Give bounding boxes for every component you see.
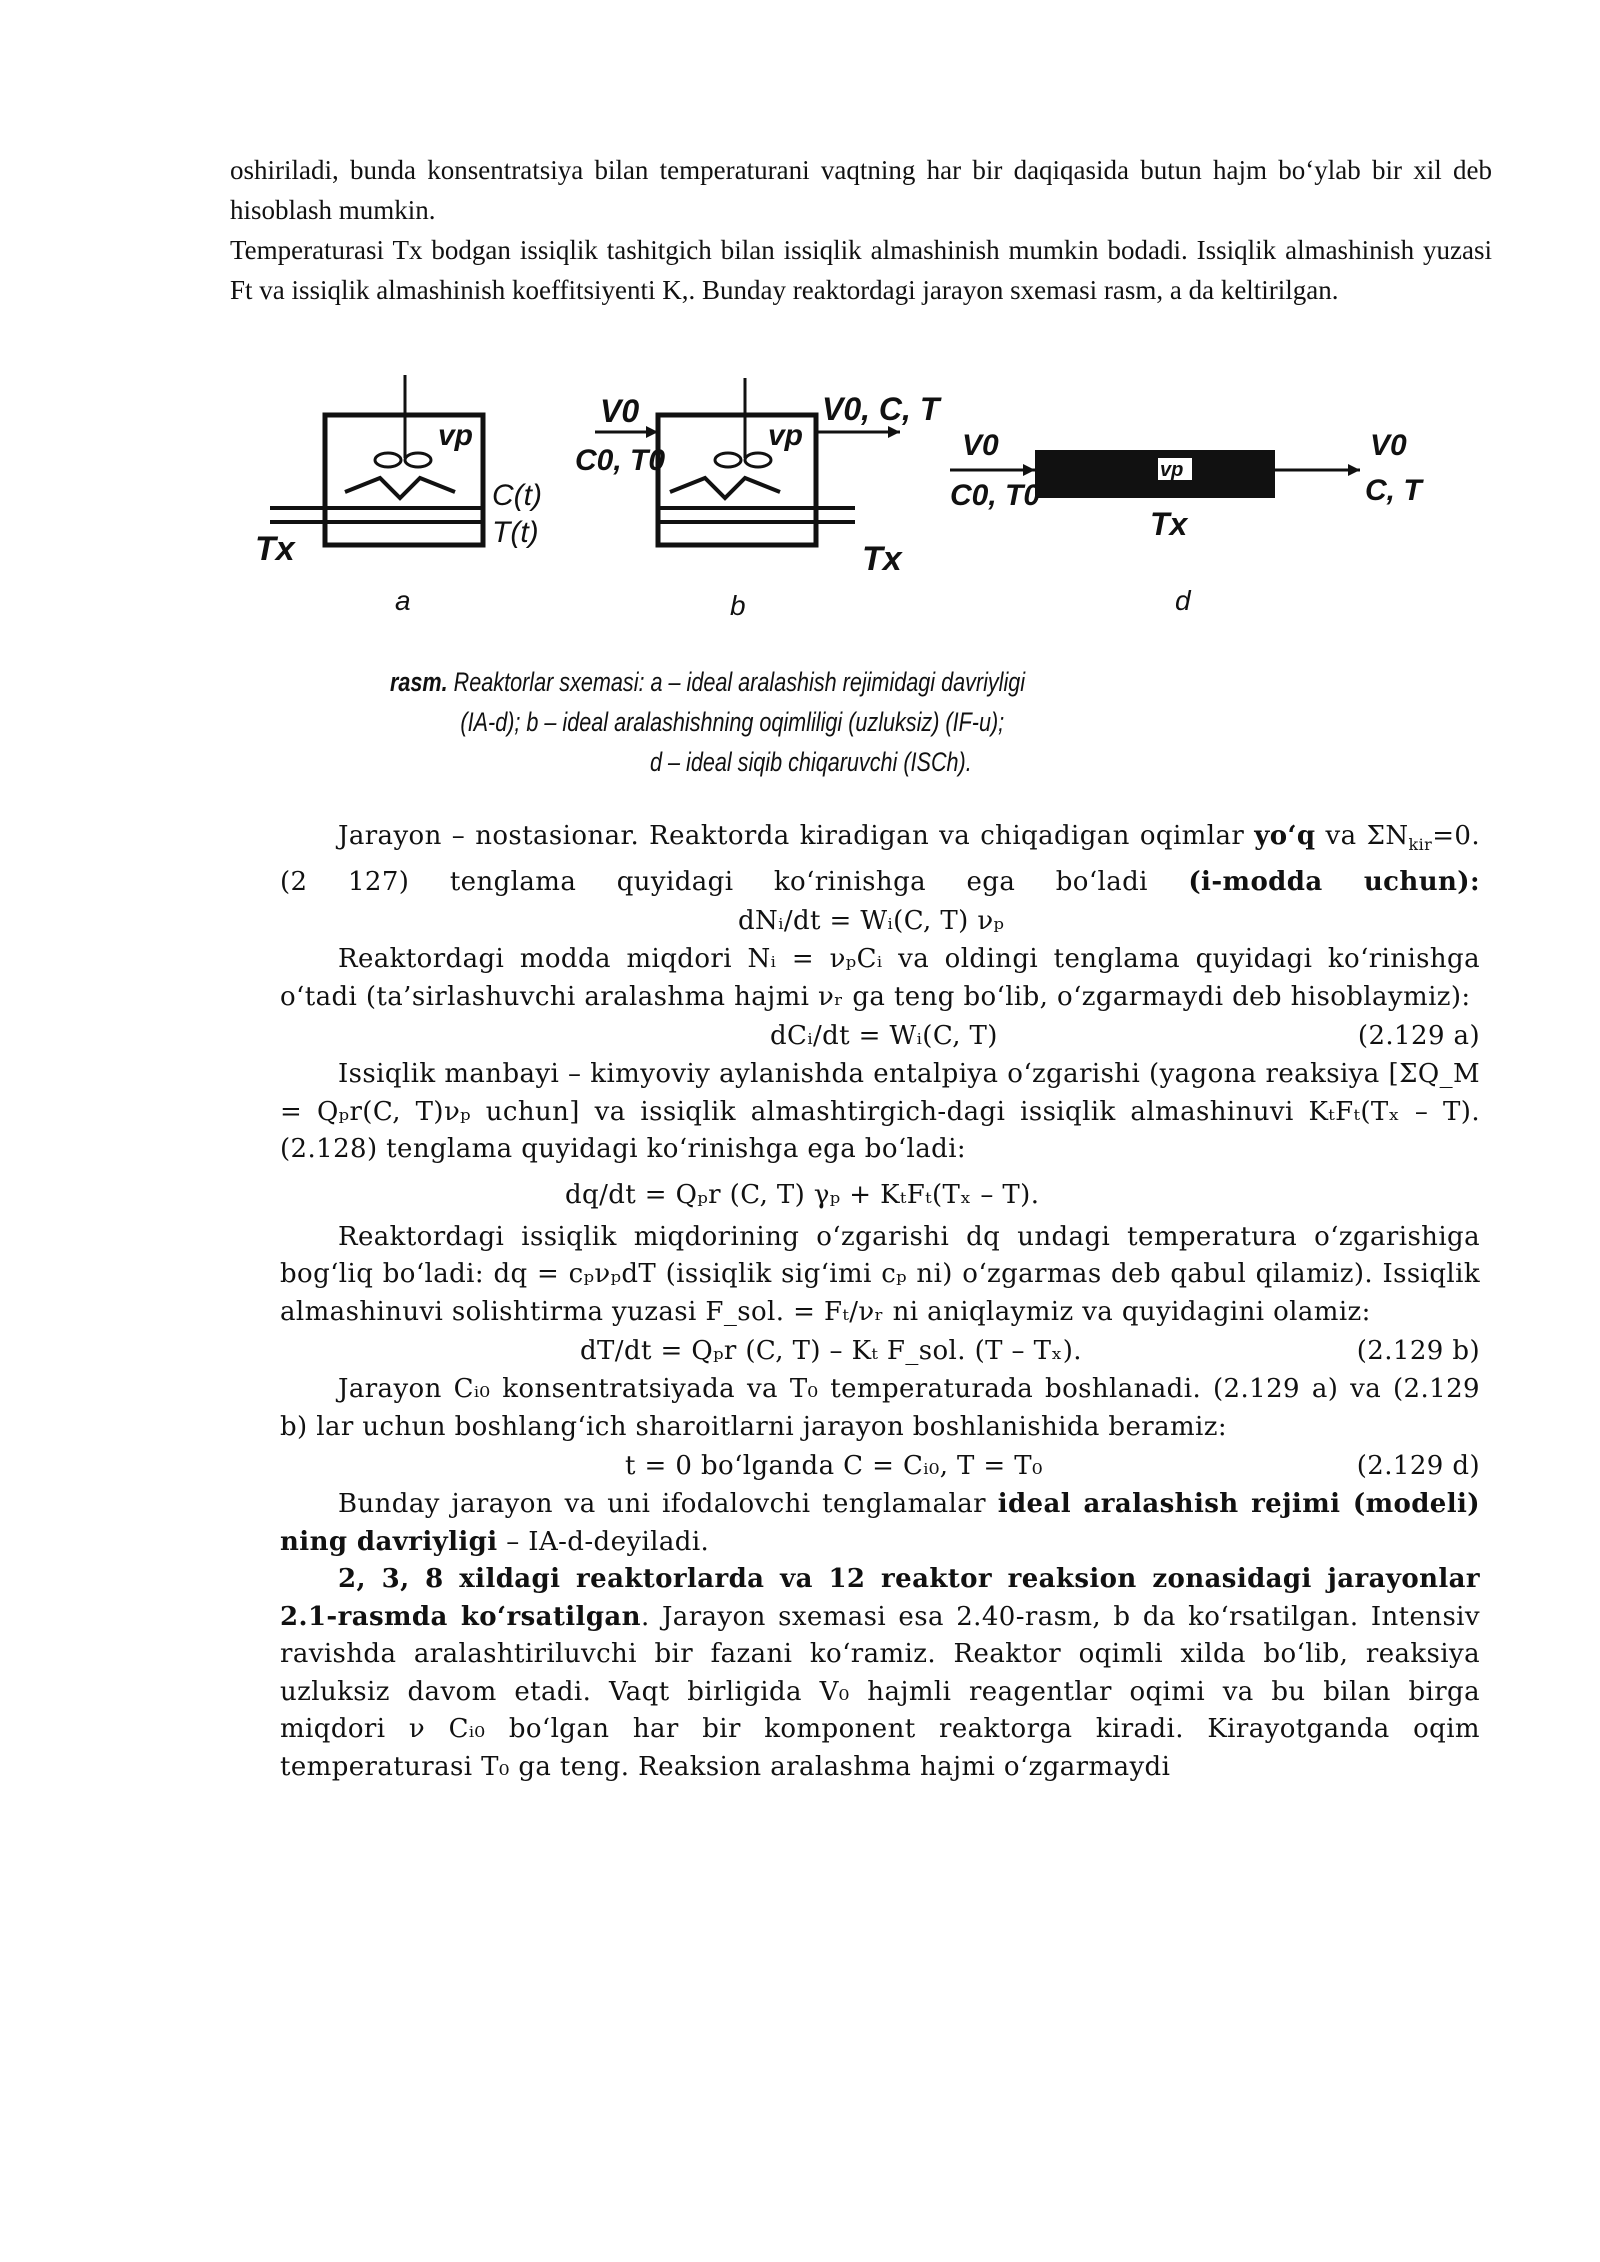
p6-bold: ideal aralashish rejimi (modeli) ning davriyligi [280, 1489, 1480, 1557]
fig-d-out-v: V0 [1370, 429, 1407, 462]
p1-bold-yoq: yo‘q [1254, 821, 1316, 851]
intro-paragraph-2: Temperaturasi Tx bodgan issiqlik tashitgich bilan issiqlik almashinish mumkin bodadi. Issiqlik almashinish yuzasi Ft va issiqlik almashinish koeffitsiyenti K,. Bunday reaktordagi jarayon sxemasi rasm, a da keltirilgan. [230, 235, 1492, 305]
fig-d-label: d [1175, 585, 1191, 616]
reactor-schemes-figure [250, 370, 1450, 650]
eq5-number: (2.129 d) [1356, 1451, 1480, 1481]
caption-line-3: d – ideal siqib chiqaruvchi (ISCh). [650, 747, 972, 777]
p7-bold: 2, 3, 8 xildagi reaktorlarda va 12 reaktor reaksion zonasidagi jarayonlar 2.1-rasmda ko‘rsatilgan [280, 1564, 1480, 1632]
p6-text-a: Bunday jarayon va uni ifodalovchi tenglamalar [338, 1489, 998, 1519]
p7-text: . Jarayon sxemasi esa 2.40-rasm, b da ko‘rsatilgan. Intensiv ravishda aralashtiriluvchi bir fazani ko‘ramiz. Reaktor oqimli xilda bo‘lib, reaksiya uzluksiz davom etadi. Vaqt birligida V₀ hajmli reagentlar oqimi va bu bilan birga miqdori ν Cᵢ₀ bo‘lgan har bir komponent reaktorga kiradi. Kirayotganda oqim temperaturasi T₀ ga teng. Reaksion aralashma hajmi o‘zgarmaydi [280, 1601, 1480, 1782]
fig-b-tx: Tx [862, 540, 902, 578]
fig-b-v0: V0 [600, 393, 640, 429]
caption-line-1: Reaktorlar sxemasi: a – ideal aralashish rejimidagi davriyligi [447, 667, 1026, 697]
reactor-b [575, 378, 942, 621]
body-text [280, 818, 1480, 1786]
intro-paragraph-1: oshiriladi, bunda konsentratsiya bilan temperaturani vaqtning har bir daqiqasida butun hajm bo‘ylab bir xil deb hisoblash mumkin. [230, 155, 1492, 225]
figure-caption [390, 662, 1078, 782]
fig-a-tt: T(t) [492, 516, 539, 549]
fig-a-ct: C(t) [492, 479, 542, 512]
p1-bold-imodda: (i-modda uchun): [1188, 866, 1481, 897]
eq2-number: (2.129 a) [1357, 1021, 1480, 1051]
paragraph-2: Reaktordagi modda miqdori Nᵢ = νₚCᵢ va oldingi tenglama quyidagi ko‘rinishga o‘tadi (ta’sirlashuvchi aralashma hajmi νᵣ ga teng bo‘lib, o‘zgarmaydi deb hisoblaymiz): [280, 944, 1480, 1012]
equation-5 [280, 1446, 1480, 1486]
equation-4 [280, 1331, 1480, 1371]
paragraph-7 [280, 1561, 1480, 1786]
fig-a-vp: vp [438, 419, 474, 452]
fig-a-label: a [395, 585, 411, 616]
eq5-formula: t = 0 bo‘lganda C = Cᵢ₀, T = T₀ [625, 1451, 1043, 1481]
reactor-d [950, 429, 1424, 616]
equation-2 [280, 1016, 1480, 1056]
intro-text [230, 150, 1492, 310]
fig-d-c0t0: C0, T0 [950, 479, 1041, 512]
equation-3 [280, 1175, 1480, 1215]
paragraph-3: Issiqlik manbayi – kimyoviy aylanishda entalpiya o‘zgarishi (yagona reaksiya [ΣQ_M = Qₚr(C, T)νₚ uchun] va issiqlik almashtirgich-dagi issiqlik almashinuvi KₜFₜ(Tₓ – T). (2.128) tenglama quyidagi ko‘rinishga ega bo‘ladi: [280, 1059, 1480, 1164]
eq4-number: (2.129 b) [1356, 1336, 1480, 1366]
eq2-formula: dCᵢ/dt = Wᵢ(C, T) [770, 1021, 998, 1051]
fig-a-tx: Tx [255, 530, 295, 568]
p1-sub-kir: kir [1408, 835, 1433, 854]
paragraph-5: Jarayon Cᵢ₀ konsentratsiyada va T₀ temperaturada boshlanadi. (2.129 a) va (2.129 b) lar uchun boshlang‘ich sharoitlarni jarayon boshlanishida beramiz: [280, 1374, 1480, 1442]
p1-text-a: Jarayon – nostasionar. Reaktorda kiradigan va chiqadigan oqimlar [338, 821, 1255, 851]
caption-line-2: (IA-d); b – ideal aralashishning oqimliligi (uzluksiz) (IF-u); [460, 707, 1005, 737]
fig-d-vp: vp [1160, 459, 1184, 481]
fig-d-out-ct: C, T [1365, 474, 1422, 507]
reactor-a [255, 375, 542, 616]
paragraph-4: Reaktordagi issiqlik miqdorining o‘zgarishi dq undagi temperatura o‘zgarishiga bog‘liq bo‘ladi: dq = cₚνₚdT (issiqlik sig‘imi cₚ ni) o‘zgarmas deb qabul qilamiz). Issiqlik almashinuvi solishtirma yuzasi F_sol. = Fₜ/νᵣ ni aniqlaymiz va quyidagini olamiz: [280, 1221, 1480, 1327]
fig-b-c0t0: C0, T0 [575, 444, 666, 477]
fig-b-label: b [730, 590, 746, 621]
p1-text-d: =0. (2 127) tenglama quyidagi ko‘rinishga ega bo‘ladi [280, 821, 1480, 897]
fig-b-vp: vp [768, 419, 804, 452]
paragraph-1 [280, 818, 1480, 901]
p1-text-c: va ΣN [1315, 821, 1409, 851]
caption-bold: rasm. [390, 667, 448, 697]
fig-b-out: V0, C, T [822, 391, 940, 427]
p6-text-c: – IA-d-deyiladi. [497, 1526, 710, 1557]
eq4-formula: dT/dt = Qₚr (C, T) – Kₜ F_sol. (T – Tₓ). [580, 1336, 1082, 1366]
paragraph-6 [280, 1486, 1480, 1561]
fig-d-v0: V0 [962, 429, 999, 462]
eq3-formula: dq/dt = Qₚr (C, T) γₚ + KₜFₜ(Tₓ – T). [565, 1179, 1040, 1210]
fig-d-tx: Tx [1150, 506, 1188, 542]
equation-1 [280, 901, 1480, 941]
eq1-formula: dNᵢ/dt = Wᵢ(C, T) νₚ [738, 906, 1005, 936]
